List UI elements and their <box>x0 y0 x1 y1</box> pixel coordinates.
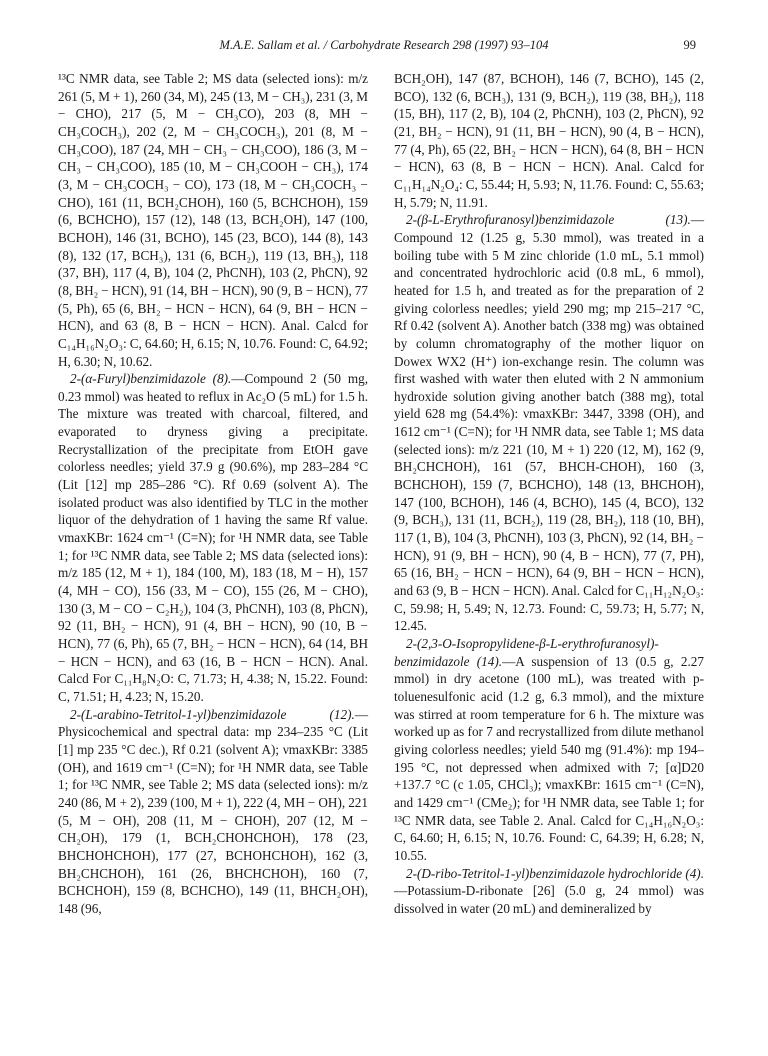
paragraph-compound-14 <box>394 635 704 865</box>
paragraph-text: —A suspension of 13 (0.5 g, 2.27 mmol) in dry acetone (100 mL), was treated with p-toluenesulfonic acid (1.2 g, 6.3 mmol), and the mixture was stirred at room temperature for 6 h. The mixture was worked up as for 7 and recrystallized from dilute methanol giving colorless needles; yield 540 mg (91.4%): mp 194–195 °C, not depressed when admixed with 7; [α]D20 +137.7 °C (c 1.05, CHCl₃); νmaxKBr: 1615 cm⁻¹ (C=N), and 1429 cm⁻¹ (CMe₂); for ¹H NMR data, see Table 1; for ¹³C NMR data, see Table 2. Anal. Calcd for C₁₄H₁₆N₂O₃: C, 64.60; H, 6.15; N, 10.76. Found: C, 64.39; H, 6.28; N, 10.55. <box>394 653 704 863</box>
page-number: 99 <box>683 38 696 52</box>
paragraph-compound-13 <box>394 211 704 635</box>
paragraph-heading: 2-(D-ribo-Tetritol-1-yl)benzimidazole hydrochloride (4). <box>406 865 704 881</box>
paragraph-heading: 2-(L-arabino-Tetritol-1-yl)benzimidazole (12). <box>70 706 355 722</box>
paragraph-compound-12 <box>58 706 368 918</box>
paragraph-text: BCH₂OH), 147 (87, BCHOH), 146 (7, BCHO), 145 (2, BCO), 132 (6, BCH₃), 131 (9, BCH₂), 119 (38, BH₂), 118 (15, BH), 117 (2, B), 104 (2, PhCNH), 103 (2, PhCN), 92 (21, BH₂ − HCN), 91 (11, BH − HCN), 90 (4, B − HCN), 77 (4, Ph), 65 (22, BH₂ − HCN − HCN), 64 (8, BH − HCN − HCN), 63 (8, B − HCN − HCN). Anal. Calcd for C₁₁H₁₄N₂O₄: C, 55.44; H, 5.93; N, 11.76. Found: C, 55.63; H, 5.79; N, 11.91. <box>394 71 704 210</box>
right-column <box>394 70 704 918</box>
paragraph-compound-8 <box>58 370 368 705</box>
paragraph-heading: 2-(2,3-O-Isopropylidene-β-L-erythrofuranosyl)-benzimidazole (14). <box>394 636 659 669</box>
paragraph-compound-4 <box>394 865 704 918</box>
paragraph-heading: 2-(β-L-Erythrofuranosyl)benzimidazole (13). <box>406 212 691 228</box>
running-title: M.A.E. Sallam et al. / Carbohydrate Research 298 (1997) 93–104 <box>219 38 549 52</box>
paragraph-continued-compound-12 <box>394 70 704 211</box>
paragraph-text: — Physicochemical and spectral data: mp 234–235 °C (Lit [1] mp 235 °C dec.), Rf 0.21 (solvent A); νmaxKBr: 3385 (OH), and 1619 cm⁻¹ (C=N); for ¹H NMR data, see Table 1; for ¹³C NMR, see Table 2; MS data (selected ions): m/z 240 (86, M + 2), 239 (100, M + 1), 222 (4, MH − OH), 221 (5, M − OH), 208 (11, M − CHOH), 207 (12, M − CH₂OH), 179 (1, BCH₂CHOHCHOH), 178 (23, BHCHOHCHOH), 177 (27, BCHOHCHOH), 162 (3, BH₂CHCHOH), 161 (26, BHCHCHOH), 160 (7, BCHCHOH), 159 (8, BCHCHO), 149 (11, BHCH₂OH), 148 (96, <box>58 706 368 916</box>
left-column <box>58 70 368 918</box>
paragraph-heading: 2-(α-Furyl)benzimidazole (8). <box>70 371 232 387</box>
paragraph-text: ¹³C NMR data, see Table 2; MS data (selected ions): m/z 261 (5, M + 1), 260 (34, M), 245 (13, M − CH₃), 231 (3, M − CHO), 217 (5, M − CH₃CO), 203 (8, MH − CH₃COCH₃), 202 (2, M − CH₃COCH₃), 201 (8, M − CH₃COO), 187 (24, MH − CH₃ − CH₃COO), 186 (3, M − CH₃ − CH₃COO), 185 (10, M − CH₃COOH − CH₃), 174 (3, M − CH₃COCH₃ − CO), 173 (18, M − CH₃COCH₃ − CHO), 161 (11, BCH₂CHOH), 160 (5, BCHCHOH), 159 (6, BCHCHO), 157 (12), 148 (13, BCH₂OH), 147 (100, BCHOH), 146 (31, BCHO), 145 (23, BCO), 144 (8), 143 (8), 132 (17, BCH₃), 131 (6, BCH₂), 119 (13, BH₃), 118 (37, BH), 117 (4, B), 104 (2, PhCNH), 103 (2, PhCN), 92 (8, BH₂ − HCN), 91 (14, BH − HCN), 90 (9, B − HCN), 77 (5, Ph), 65 (6, BH₂ − HCN − HCN), 64 (9, BH − HCN − HCN), and 63 (8, B − HCN − HCN). Anal. Calcd for C₁₄H₁₆N₂O₃: C, 64.60; H, 6.15; N, 10.76. Found: C, 64.92; H, 6.30; N, 10.62. <box>58 71 368 369</box>
paragraph-text: —Compound 2 (50 mg, 0.23 mmol) was heated to reflux in Ac₂O (5 mL) for 1.5 h. The mixture was treated with charcoal, filtered, and evaporated to dryness giving a precipitate. Recrystallization of the precipitate from EtOH gave colorless needles; yield 37.9 g (90.6%), mp 283–284 °C (Lit [12] mp 285–286 °C). Rf 0.69 (solvent A). The isolated product was also identified by TLC in the mother liquor of the dehydration of 1 having the same Rf value. νmaxKBr: 1624 cm⁻¹ (C=N); for ¹H NMR data, see Table 1; for ¹³C NMR data, see Table 2; MS data (selected ions): m/z 185 (12, M + 1), 184 (100, M), 183 (18, M − H), 157 (4, MH − CO), 156 (33, M − CO), 155 (26, M − CHO), 130 (3, M − CO − C₂H₂), 104 (3, PhCNH), 103 (8, PhCN), 92 (11, BH₂ − HCN), 91 (4, BH − HCN), 90 (10, B − HCN), 77 (6, Ph), 65 (7, BH₂ − HCN − HCN), 64 (14, BH − HCN − HCN), and 63 (16, B − HCN − HCN). Anal. Calcd For C₁₁H₈N₂O: C, 71.73; H, 4.38; N, 15.22. Found: C, 71.51; H, 4.23; N, 15.20. <box>58 371 368 704</box>
running-head <box>0 36 768 54</box>
paragraph-text: — Compound 12 (1.25 g, 5.30 mmol), was treated in a boiling tube with 5 M zinc chloride (1.0 mL, 5.1 mmol) and concentrated hydrochloric acid (0.8 mL, 6 mmol), heated for 1.5 h, and treated as for the preparation of 2 giving colorless needles; yield 290 mg; mp 215–217 °C, Rf 0.42 (solvent A). Another batch (338 mg) was obtained by column chromatography of the mother liquor on Dowex WX2 (H⁺) ion-exchange resin. The column was first washed with water then eluted with 2 N ammonium hydroxide solution giving another batch (388 mg), total yield 628 mg (54.4%): νmaxKBr: 3447, 3398 (OH), and 1612 cm⁻¹ (C=N); for ¹H NMR data, see Table 1; MS data (selected ions): m/z 221 (10, M + 1) 220 (12, M), 162 (9, BH₂CHCHOH), 161 (57, BHCH-CHOH), 160 (3, BCHCHOH), 159 (7, BCHCHO), 148 (13, BHCHOH), 147 (100, BCHOH), 146 (4, BCHO), 145 (4, BCO), 132 (9, BCH₃), 131 (11, BCH₂), 119 (28, BH₂), 118 (10, BH), 117 (1, B), 104 (3, PhCNH), 103 (3, PhCN), 92 (14, BH₂ − HCN), 91 (9, BH − HCN), 90 (4, B − HCN), 77 (7, PH), 65 (16, BH₂ − HCN − HCN), 64 (9, BH − HCN − HCN), and 63 (9, B − HCN − HCN). Anal. Calcd for C₁₁H₁₂N₂O₃: C, 59.98; H, 5.49; N, 12.73. Found: C, 59.73; H, 5.77; N, 12.45. <box>394 212 704 634</box>
paragraph-text: —Potassium-D-ribonate [26] (5.0 g, 24 mmol) was dissolved in water (20 mL) and demineralized by <box>394 883 704 916</box>
paragraph-continued-ms-data <box>58 70 368 370</box>
